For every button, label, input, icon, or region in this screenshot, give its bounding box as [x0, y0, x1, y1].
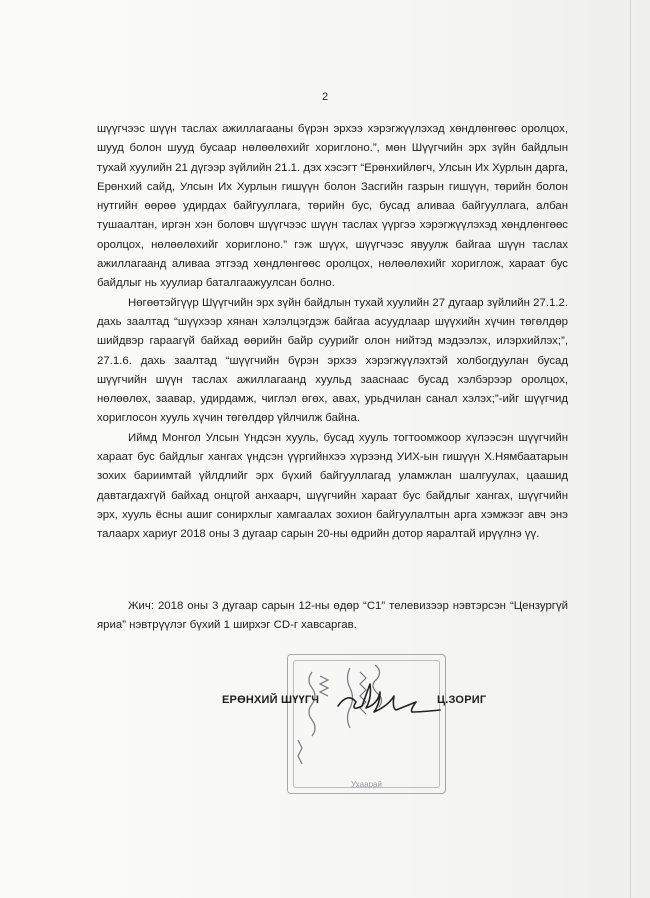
attachment-note [97, 597, 568, 636]
paragraph-3: Иймд Монгол Улсын Үндсэн хууль, бусад хууль тогтоомжоор хүлээсэн шүүгчийн хараат бус байдлыг хангах үндсэн үүргийнхээ хүрээнд УИХ-ын гишүүн Х.Нямбаатарын зохих бариимтай үйлдлийг эрх бүхий байгууллагад уламжлан шалгуулах, цаашид давтагдахгүй байхад онцгой анхаарч, шүүгчийн хараат бус байдлыг хангах, шүүгчийн эрх, хууль ёсны ашиг сонирхлыг хамгаалах зохион байгуулалтын арга хэмжээг авч энэ талаарх хариуг 2018 оны 3 дугаар сарын 20-ны өдрийн дотор яаралтай ирүүлнэ үү. [97, 431, 568, 541]
letter-body [97, 120, 568, 545]
attachment-text: Жич: 2018 оны 3 дугаар сарын 12-ны өдөр “С1” телевизээр нэвтэрсэн “Цензургүй яриа” нэвтрүүлэг бүхий 1 ширхэг CD-г хавсаргав. [97, 600, 568, 632]
stamp-inner-border [293, 660, 440, 788]
official-stamp [287, 654, 446, 794]
stamp-label: Ухаарай [351, 780, 382, 789]
paragraph-1: шүүгчээс шүүн таслах ажиллагааны бүрэн эрхээ хэрэгжүүлэхэд хөндлөнгөөс оролцох, шууд болон шууд бусаар нөлөөлөхийг хориглоно.”, мөн Шүүгчийн эрх зүйн байдлын тухай хуулийн 21 дүгээр зүйлийн 21.1. дэх хэсэгт “Ерөнхийлөгч, Улсын Их Хурлын дарга, Ерөнхий сайд, Улсын Их Хурлын гишүүн болон Засгийн газрын гишүүн, төрийн болон нутгийн өөрөө удирдах байгууллага, төрийн бус, бусад аливаа байгууллага, албан тушаалтан, иргэн хэн боловч шүүгчээс шүүн таслах үүргээ хэрэгжүүлэхэд хөндлөнгөөс оролцох, нөлөөлөхийг хориглоно.” гэж шүүх, шүүгчээс явуулж байгаа шүүн таслах ажиллагаанд аливаа этгээд хөндлөнгөөс оролцох, нөлөөлөхийг хориглож, хараат бус байдлыг нь хуулиар баталгаажуулсан болно. [97, 123, 568, 290]
paragraph-2: Нөгөөтэйгүүр Шүүгчийн эрх зүйн байдлын тухай хуулийн 27 дугаар зүйлийн 27.1.2. дахь заалтад “шүүхээр хянан хэлэлцэгдэж байгаа асуудлаар шүүхийн хүчин төгөлдөр шийдвэр гараагүй байхад өөрийн байр суурийг олон нийтэд мэдээлэх, илэрхийлэх;”, 27.1.6. дахь заалтад “шүүгчийн бүрэн эрхээ хэрэгжүүлэхтэй холбогдуулан бусад шүүгчийн шүүн таслах ажиллагаанд хуульд зааснаас бусад хэлбэрээр оролцох, нөлөөлөх, заавар, удирдамж, чиглэл өгөх, авах, урьдчилан санал хэлэх;”-ийг шүүгчид хориглосон хууль хүчин төгөлдөр үйлчилж байна. [97, 296, 568, 425]
signatory-name: Ц.ЗОРИГ [437, 694, 487, 706]
page-fold-line [630, 0, 631, 898]
page-number: 2 [321, 91, 329, 103]
signatory-title: ЕРӨНХИЙ ШҮҮГЧ [222, 694, 320, 706]
